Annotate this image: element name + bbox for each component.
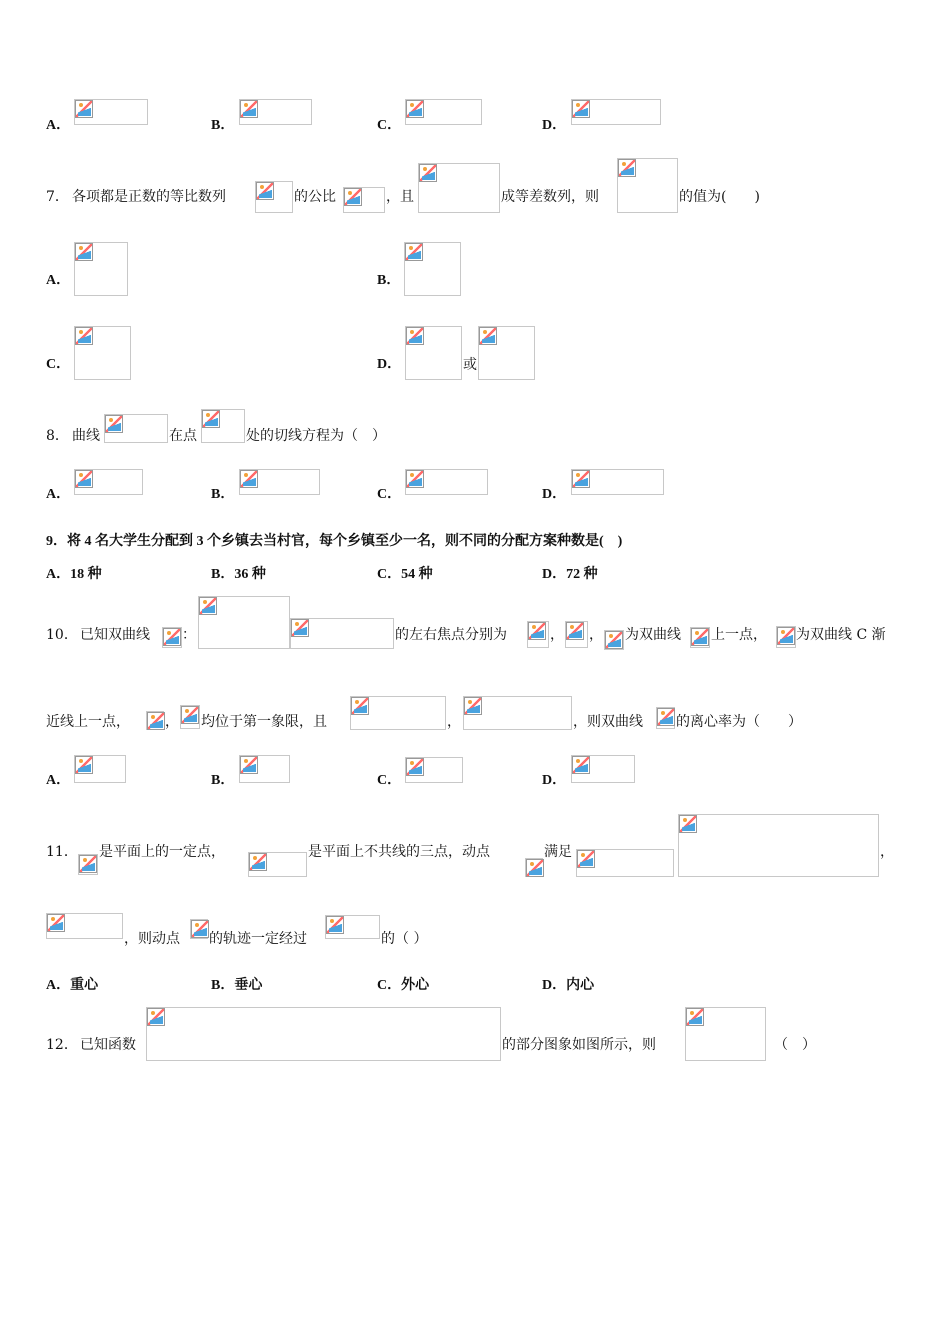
q10-option-a-formula-image [74, 755, 126, 783]
q10-stem-part-3: 为双曲线 [625, 627, 681, 643]
q7-option-d-or: 或 [463, 357, 477, 373]
q12-stem-part-2: 的部分图象如图所示，则 [502, 1037, 656, 1053]
q8-stem-part-1: 曲线 [72, 428, 100, 444]
q10-formula-image-c [162, 627, 182, 648]
q8-number: 8． [46, 428, 69, 444]
q6-option-b-label: B． [211, 118, 235, 133]
q12-stem-part-3: （ ） [774, 1037, 816, 1053]
q10-formula-image-p [604, 630, 624, 650]
q11-stem-part-1: 是平面上的一定点， [99, 844, 225, 860]
q8-option-c-formula-image [405, 469, 488, 495]
q7-option-d-formula-image-1 [405, 326, 462, 380]
q8-stem-part-2: 在点 [169, 428, 197, 444]
q10-stem-part-5: 为双曲线 C 渐 [796, 627, 886, 643]
q11-option-b: B．垂心 [211, 978, 263, 993]
q11-stem-part-3: 满足 [544, 844, 572, 860]
q10-line2-part-2: 均位于第一象限，且 [201, 714, 327, 730]
q7-option-d-formula-image-2 [478, 326, 535, 380]
q10-option-d-label: D． [542, 773, 567, 788]
q7-stem-part-1: 各项都是正数的等比数列 [72, 189, 226, 205]
q10-formula-image-f1 [527, 621, 549, 648]
q12-number: 12． [46, 1037, 78, 1053]
q7-stem-part-3: ，且 [386, 189, 414, 205]
q11-formula-image-p [525, 858, 543, 877]
q10-formula-image-c2 [690, 627, 710, 648]
q11-line2-part-2: 的轨迹一定经过 [209, 931, 307, 947]
q10-option-d-formula-image [571, 755, 635, 783]
q11-option-c: C．外心 [377, 978, 430, 993]
q10-comma-2: ， [589, 627, 603, 643]
q11-formula-image-op [576, 849, 674, 877]
q10-number: 10． [46, 627, 78, 643]
q12-formula-image-function [146, 1007, 501, 1061]
q7-option-b-formula-image [404, 242, 461, 296]
q10-colon: ： [182, 627, 196, 643]
q8-option-b-label: B． [211, 487, 235, 502]
q11-formula-image-o [78, 854, 98, 875]
q10-formula-image-p2 [146, 711, 164, 730]
q10-stem-part-4: 上一点， [711, 627, 767, 643]
q7-stem-part-5: 的值为( ) [679, 189, 760, 205]
q10-option-c-formula-image [405, 757, 463, 783]
q11-stem-part-2: 是平面上不共线的三点，动点 [308, 844, 490, 860]
q7-option-a-label: A． [46, 273, 71, 288]
q11-option-a: A．重心 [46, 978, 99, 993]
q10-stem-part-1: 已知双曲线 [80, 627, 150, 643]
q11-formula-image-abc [248, 852, 307, 877]
q8-formula-image-2 [201, 409, 245, 443]
q11-number: 11． [46, 844, 78, 860]
q10-line2-comma: ， [165, 714, 179, 730]
q9-option-b: B．36 种 [211, 567, 266, 582]
q10-formula-image-cond-2 [463, 696, 572, 730]
q10-option-b-formula-image [239, 755, 290, 783]
q6-option-a-label: A． [46, 118, 71, 133]
q7-option-d-label: D． [377, 357, 402, 372]
q8-option-a-formula-image [74, 469, 143, 495]
q8-formula-image-1 [104, 414, 168, 443]
q11-line2-part-3: 的（ ） [381, 931, 428, 947]
q7-stem-part-4: 成等差数列，则 [501, 189, 599, 205]
q7-option-a-formula-image [74, 242, 128, 296]
q10-formula-image-c3 [656, 707, 675, 729]
q11-formula-image-triangle [325, 915, 380, 939]
q7-number: 7． [46, 189, 69, 205]
q9-option-a: A．18 种 [46, 567, 102, 582]
q10-formula-image-cond-1 [350, 696, 446, 730]
q12-stem-part-1: 已知函数 [80, 1037, 136, 1053]
q8-option-d-label: D． [542, 487, 567, 502]
q11-option-d: D．内心 [542, 978, 595, 993]
q10-option-a-label: A． [46, 773, 71, 788]
q7-option-b-label: B． [377, 273, 401, 288]
q11-formula-image-lambda [46, 913, 123, 939]
q10-comma-1: ， [550, 627, 564, 643]
q7-option-c-formula-image [74, 326, 131, 380]
q6-option-a-formula-image [74, 99, 148, 125]
q11-comma: ， [880, 844, 894, 860]
q6-option-d-formula-image [571, 99, 661, 125]
q10-formula-image-q [776, 626, 796, 648]
q10-formula-image-q2 [180, 705, 200, 729]
q10-option-b-label: B． [211, 773, 235, 788]
q7-option-c-label: C． [46, 357, 71, 372]
q7-formula-image-2 [343, 187, 385, 213]
q7-formula-image-3 [418, 163, 500, 213]
q8-option-c-label: C． [377, 487, 402, 502]
q6-option-d-label: D． [542, 118, 567, 133]
q8-stem-part-3: 处的切线方程为（ ） [246, 428, 386, 444]
q7-formula-image-4 [617, 158, 678, 213]
q10-option-c-label: C． [377, 773, 402, 788]
q9-stem: 9．将 4 名大学生分配到 3 个乡镇去当村官，每个乡镇至少一名，则不同的分配方案种数是( ) [46, 534, 623, 549]
q7-stem-part-2: 的公比 [294, 189, 336, 205]
q12-formula-image-value [685, 1007, 766, 1061]
q10-formula-image-f2 [565, 621, 588, 648]
q10-formula-image-condition [290, 618, 394, 649]
q10-line2-comma-2: ， [447, 714, 461, 730]
q9-option-d: D．72 种 [542, 567, 598, 582]
q8-option-b-formula-image [239, 469, 320, 495]
q6-option-b-formula-image [239, 99, 312, 125]
q8-option-a-label: A． [46, 487, 71, 502]
q8-option-d-formula-image [571, 469, 664, 495]
q10-stem-part-2: 的左右焦点分别为 [395, 627, 507, 643]
q6-option-c-label: C． [377, 118, 402, 133]
q10-line2-part-3: ，则双曲线 [573, 714, 643, 730]
q10-line2-part-1: 近线上一点， [46, 714, 130, 730]
q11-formula-image-vector-equation [678, 814, 879, 877]
q7-formula-image-1 [255, 181, 293, 213]
q10-formula-image-equation [198, 596, 290, 649]
q11-line2-part-1: ，则动点 [124, 931, 180, 947]
q6-option-c-formula-image [405, 99, 482, 125]
q11-formula-image-p2 [190, 919, 208, 939]
q10-line2-part-4: 的离心率为（ ） [676, 714, 802, 730]
q9-option-c: C．54 种 [377, 567, 433, 582]
